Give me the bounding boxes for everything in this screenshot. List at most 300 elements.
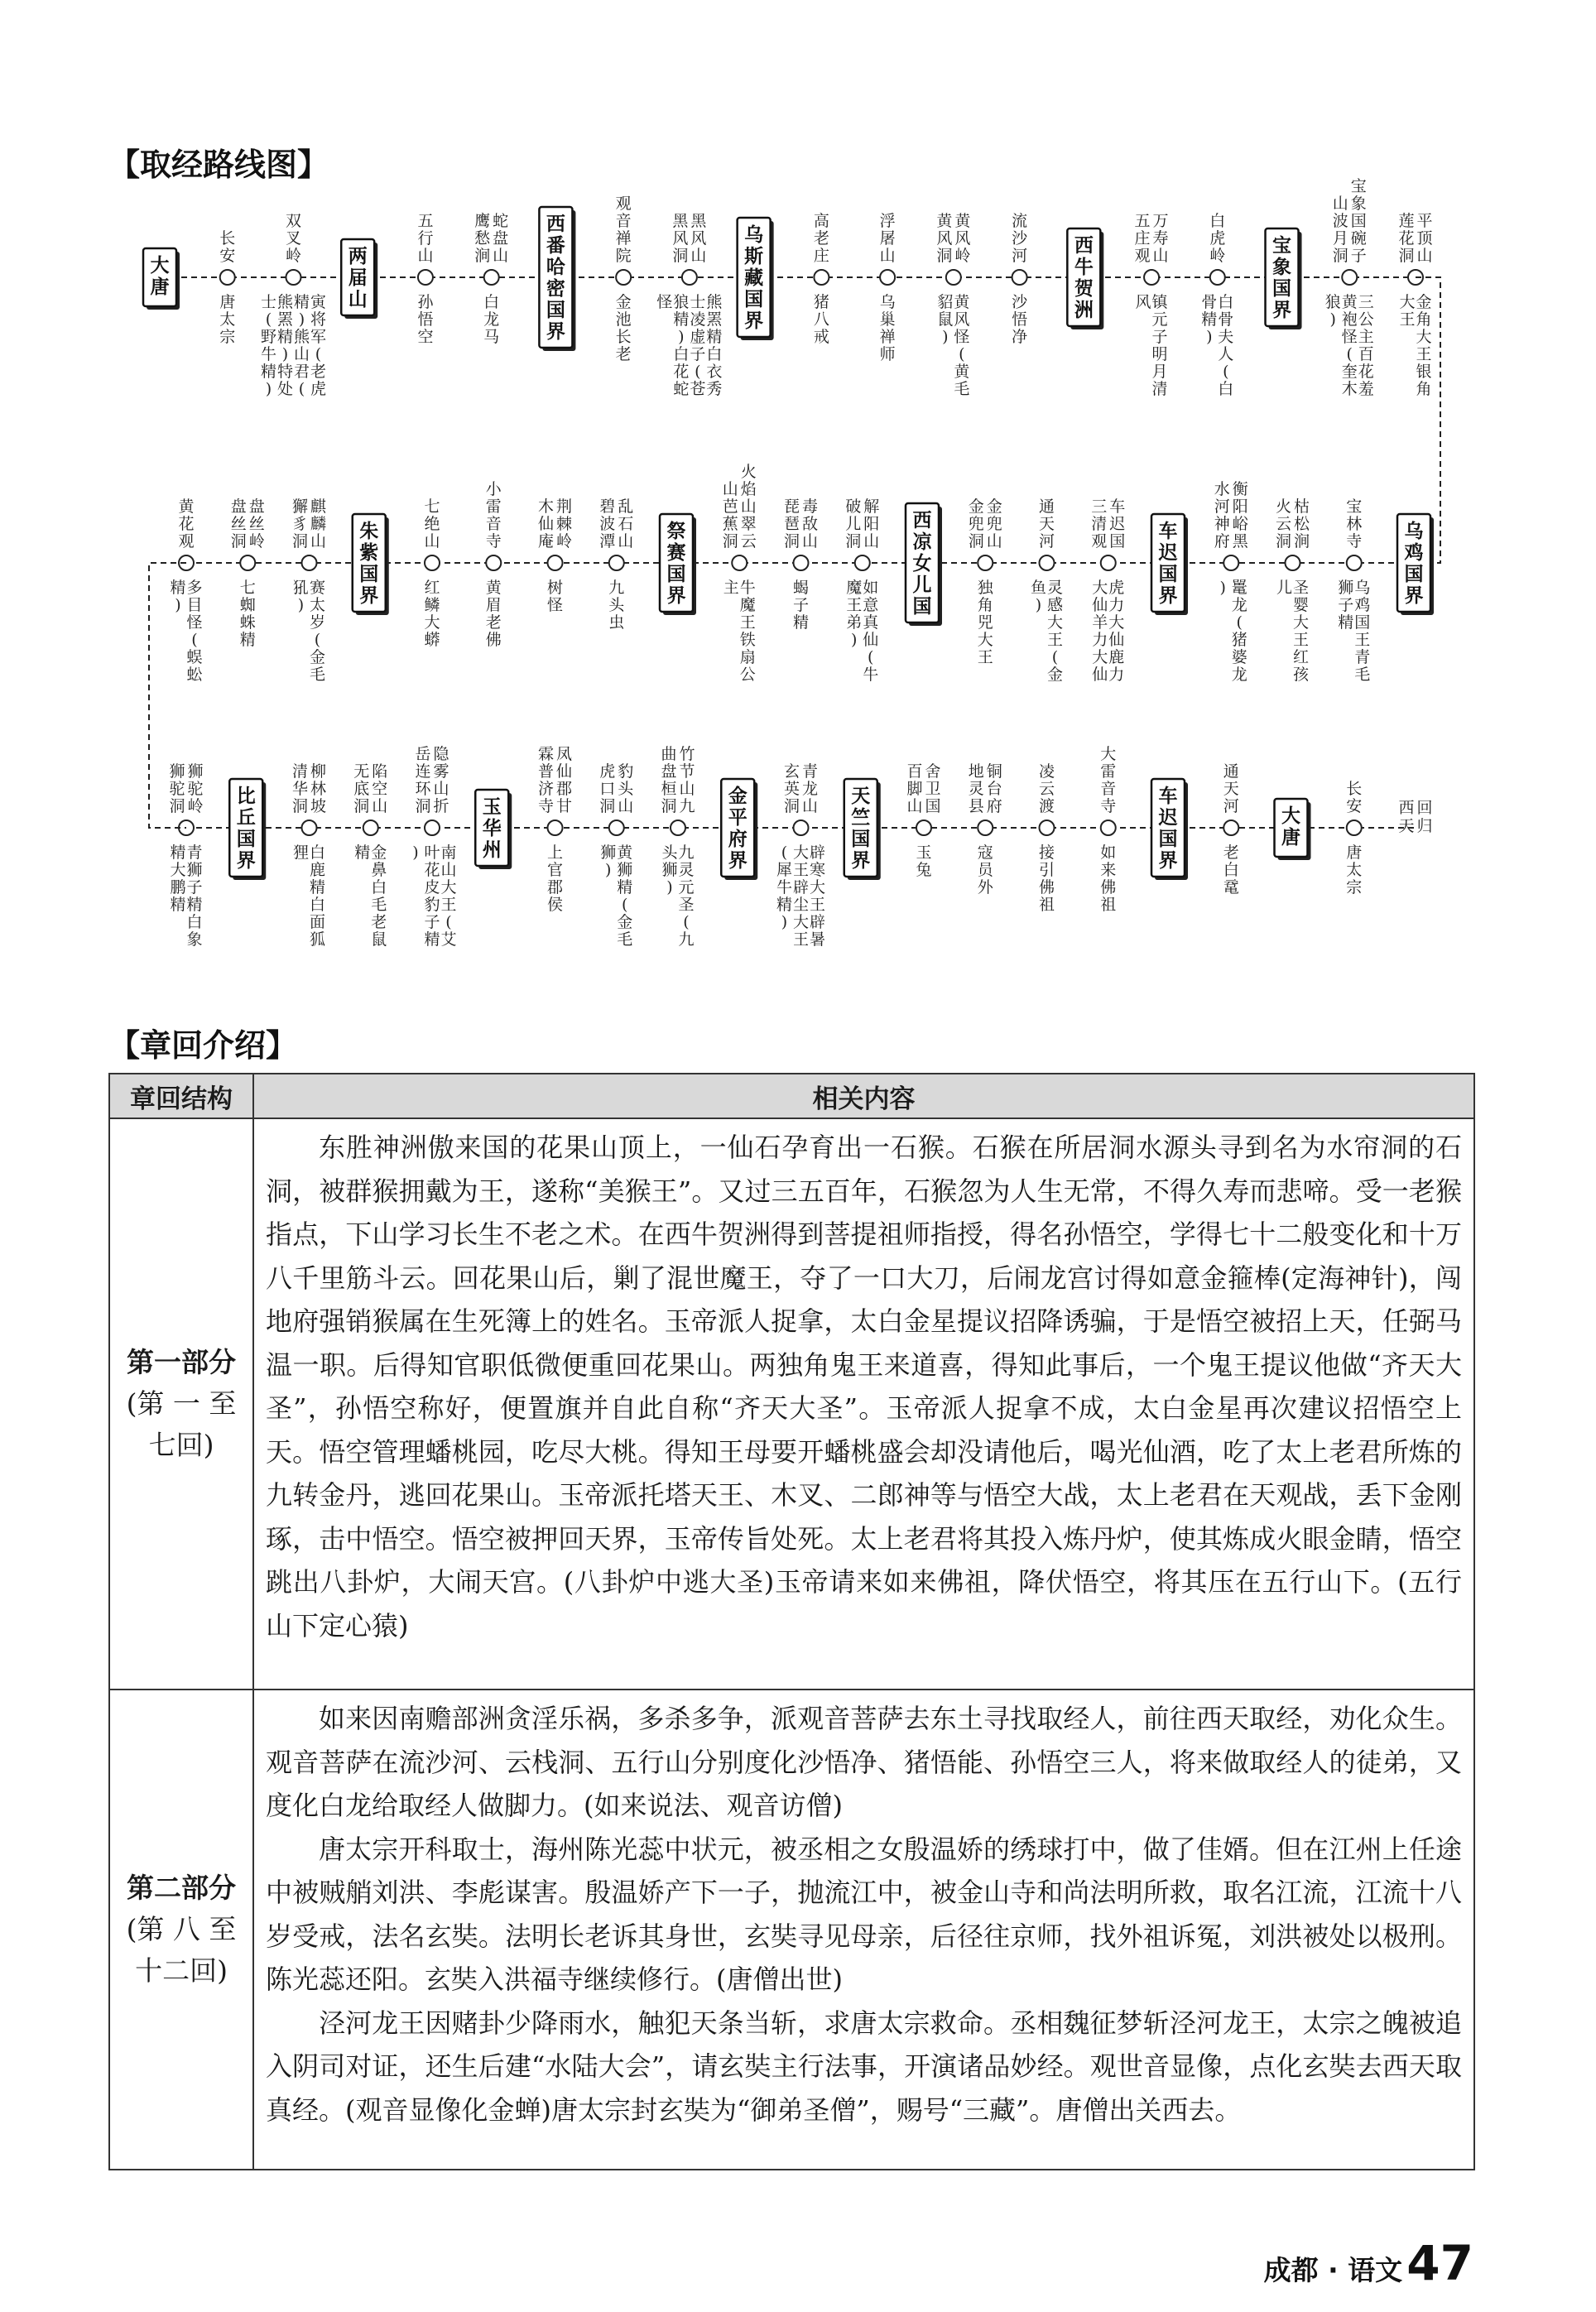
svg-text:山: 山: [348, 289, 368, 310]
svg-text:大: 大: [809, 878, 826, 896]
svg-text:济: 济: [537, 780, 555, 798]
svg-text:): ): [942, 328, 949, 346]
monster-label: [1047, 579, 1063, 684]
svg-text:儿: 儿: [912, 574, 932, 596]
svg-text:): ): [605, 861, 612, 879]
svg-text:水: 水: [1214, 480, 1230, 498]
svg-text:精: 精: [776, 896, 793, 914]
svg-text:元: 元: [1151, 310, 1168, 329]
svg-text:岭: 岭: [1209, 247, 1226, 265]
svg-text:平: 平: [1416, 212, 1433, 230]
monster-label: [424, 844, 440, 949]
svg-text:龙: 龙: [801, 780, 819, 798]
svg-text:士: 士: [690, 293, 706, 311]
svg-text:蛇: 蛇: [673, 380, 690, 398]
svg-text:国: 国: [546, 300, 565, 321]
route-node: [363, 820, 378, 835]
monster-label: [1293, 579, 1310, 684]
svg-text:迟: 迟: [1158, 807, 1178, 829]
svg-text:金: 金: [371, 844, 387, 862]
monster-label: [814, 293, 829, 346]
svg-text:辟: 辟: [809, 844, 826, 862]
svg-text:百: 百: [1358, 345, 1374, 363]
svg-text:精: 精: [293, 293, 310, 311]
route-node: [302, 555, 317, 570]
svg-text:子: 子: [1151, 328, 1168, 346]
monster-label: [880, 293, 896, 363]
svg-text:竹: 竹: [679, 745, 695, 763]
place-label: [814, 212, 829, 265]
monster-label: [793, 844, 809, 949]
svg-text:元: 元: [678, 878, 695, 896]
place-label: [353, 762, 369, 815]
svg-text:天: 天: [851, 786, 871, 807]
svg-text:老: 老: [310, 363, 326, 381]
svg-text:白: 白: [309, 844, 326, 862]
svg-text:王: 王: [1416, 345, 1432, 363]
route-end-label: [1398, 799, 1414, 835]
svg-text:愁: 愁: [474, 229, 491, 248]
svg-text:岳: 岳: [415, 745, 431, 763]
svg-text:节: 节: [679, 762, 695, 781]
svg-text:鹰: 鹰: [474, 212, 491, 230]
svg-text:员: 员: [977, 861, 993, 879]
route-node: [548, 555, 563, 570]
route-node: [1347, 820, 1362, 835]
part-cell: [109, 1690, 253, 2170]
svg-text:牛: 牛: [776, 878, 793, 896]
content-cell: [253, 1118, 1474, 1690]
svg-text:山: 山: [1152, 247, 1169, 265]
part-name: 第二部分: [127, 1872, 236, 1904]
svg-text:鼍: 鼍: [1231, 579, 1247, 597]
svg-text:番: 番: [546, 235, 565, 257]
svg-text:熊: 熊: [293, 328, 310, 346]
svg-text:洞: 洞: [169, 797, 185, 815]
svg-text:国: 国: [236, 829, 256, 850]
place-label: [845, 497, 861, 550]
svg-text:观: 观: [615, 195, 632, 213]
place-label: [169, 762, 185, 815]
svg-text:西: 西: [912, 510, 932, 531]
svg-text:蜈: 蜈: [186, 648, 203, 666]
svg-text:罴: 罴: [276, 310, 293, 329]
svg-text:象: 象: [1272, 257, 1292, 278]
svg-text:宝: 宝: [1350, 177, 1367, 195]
monster-label: [186, 579, 202, 684]
svg-text:洞: 洞: [783, 797, 800, 815]
svg-text:弟: 弟: [846, 613, 863, 632]
route-node: [1210, 270, 1225, 285]
svg-text:): ): [666, 878, 673, 896]
monster-label: [1100, 844, 1116, 914]
svg-text:凌: 凌: [690, 310, 706, 329]
svg-text:河: 河: [1214, 497, 1230, 516]
part-cell: [109, 1118, 253, 1690]
svg-text:郡: 郡: [546, 878, 564, 896]
svg-text:大: 大: [1108, 613, 1125, 632]
svg-text:老: 老: [371, 913, 387, 931]
svg-text:仙: 仙: [1092, 666, 1108, 684]
route-node: [609, 555, 624, 570]
svg-text:子: 子: [690, 345, 706, 363]
place-label: [1214, 480, 1230, 550]
svg-text:艾: 艾: [440, 930, 457, 949]
country-name: [1158, 786, 1178, 872]
svg-text:皮: 皮: [424, 878, 440, 896]
svg-text:辟: 辟: [809, 913, 826, 931]
svg-text:五: 五: [417, 212, 434, 230]
svg-text:唐: 唐: [1346, 844, 1363, 862]
svg-text:镇: 镇: [1151, 293, 1168, 311]
place-label: [249, 497, 265, 550]
monster-label: [1342, 293, 1358, 398]
svg-text:界: 界: [666, 585, 686, 607]
svg-text:斯: 斯: [744, 246, 764, 267]
svg-text:力: 力: [1092, 631, 1108, 649]
svg-text:山: 山: [986, 532, 1002, 550]
svg-text:王: 王: [1354, 631, 1371, 649]
svg-text:赛: 赛: [666, 542, 686, 564]
svg-text:山: 山: [618, 532, 634, 550]
svg-text:木: 木: [537, 497, 555, 516]
place-label: [1209, 212, 1225, 265]
svg-text:角: 角: [1416, 380, 1432, 398]
svg-text:虚: 虚: [690, 328, 706, 346]
svg-text:归: 归: [1416, 817, 1433, 835]
svg-text:林: 林: [310, 780, 327, 798]
monster-label: [1346, 844, 1362, 896]
svg-text:仙: 仙: [537, 515, 555, 533]
country-name: [667, 520, 686, 607]
svg-text:石: 石: [618, 515, 634, 533]
svg-text:王: 王: [792, 930, 810, 949]
svg-text:袍: 袍: [1341, 310, 1358, 329]
place-label: [1012, 212, 1028, 265]
svg-text:峪: 峪: [1232, 515, 1248, 533]
svg-text:): ): [1219, 579, 1226, 597]
place-label: [187, 762, 203, 815]
monster-label: [440, 844, 456, 949]
svg-text:大: 大: [977, 631, 993, 649]
svg-text:山: 山: [433, 780, 449, 798]
place-label: [672, 212, 689, 265]
svg-text:神: 神: [1214, 515, 1230, 533]
route-node: [240, 555, 255, 570]
svg-text:狮: 狮: [1338, 579, 1354, 597]
svg-text:精: 精: [170, 896, 186, 914]
page-footer: [1264, 2235, 1473, 2291]
svg-text:黄: 黄: [617, 844, 633, 862]
svg-text:玉: 玉: [482, 796, 502, 818]
svg-text:安: 安: [219, 247, 236, 265]
svg-text:乌: 乌: [1404, 521, 1424, 542]
svg-text:音: 音: [615, 212, 632, 230]
svg-text:天: 天: [1223, 780, 1239, 798]
monster-label: [776, 844, 792, 931]
svg-text:国: 国: [1158, 564, 1178, 585]
svg-text:届: 届: [348, 267, 368, 289]
header-content: 相关内容: [253, 1074, 1474, 1118]
svg-text:精: 精: [706, 328, 723, 346]
svg-text:): ): [281, 345, 289, 363]
svg-text:侯: 侯: [546, 896, 564, 914]
svg-text:黑: 黑: [690, 212, 707, 230]
svg-text:鳞: 鳞: [424, 596, 440, 614]
svg-text:山: 山: [1332, 195, 1348, 213]
country-name: [1074, 235, 1094, 321]
svg-text:洞: 洞: [353, 797, 370, 815]
svg-text:潭: 潭: [599, 532, 616, 550]
svg-text:王: 王: [792, 861, 810, 879]
svg-text:接: 接: [1038, 844, 1055, 862]
svg-text:凌: 凌: [1038, 762, 1055, 781]
route-node: [418, 270, 433, 285]
svg-text:白: 白: [1223, 861, 1239, 879]
svg-text:大: 大: [1416, 328, 1432, 346]
svg-text:乌: 乌: [1354, 579, 1371, 597]
svg-text:台: 台: [986, 780, 1002, 798]
svg-text:寿: 寿: [1152, 229, 1169, 248]
svg-text:莲: 莲: [1398, 212, 1415, 230]
monster-label: [978, 579, 994, 666]
svg-text:庄: 庄: [813, 247, 829, 265]
route-node: [609, 820, 624, 835]
svg-text:红: 红: [1292, 648, 1310, 666]
svg-text:明: 明: [1151, 345, 1168, 363]
svg-text:兕: 兕: [977, 613, 993, 632]
svg-text:风: 风: [690, 229, 707, 248]
svg-text:七: 七: [239, 579, 256, 597]
svg-text:精: 精: [673, 310, 690, 329]
svg-text:秀: 秀: [706, 380, 723, 398]
svg-text:九: 九: [678, 930, 695, 949]
monster-label: [661, 844, 678, 896]
svg-text:): ): [297, 596, 305, 614]
route-node: [548, 820, 563, 835]
svg-text:盘: 盘: [248, 497, 265, 516]
svg-text:甘: 甘: [555, 797, 573, 815]
svg-text:九: 九: [608, 579, 625, 597]
svg-text:寺: 寺: [1346, 532, 1363, 550]
svg-text:岁: 岁: [309, 613, 326, 632]
svg-text:空: 空: [372, 780, 388, 798]
svg-text:犀: 犀: [776, 861, 793, 879]
place-label: [538, 745, 554, 815]
svg-text:龙: 龙: [1231, 596, 1247, 614]
svg-text:大: 大: [1281, 805, 1300, 827]
svg-text:赛: 赛: [309, 579, 326, 597]
svg-text:盘: 盘: [661, 762, 677, 781]
place-label: [1416, 212, 1433, 265]
place-label: [616, 195, 632, 265]
svg-text:长: 长: [1346, 780, 1363, 798]
svg-text:狮: 狮: [169, 762, 185, 781]
route-node: [1144, 270, 1159, 285]
svg-text:白: 白: [186, 913, 203, 931]
svg-text:火: 火: [1275, 497, 1292, 516]
svg-text:密: 密: [546, 278, 565, 300]
svg-text:怪: 怪: [546, 596, 564, 614]
svg-text:国: 国: [1350, 212, 1367, 230]
route-node: [220, 270, 235, 285]
svg-text:仙: 仙: [1108, 631, 1125, 649]
svg-text:辟: 辟: [792, 878, 810, 896]
svg-text:风: 风: [954, 310, 970, 329]
monster-label: [1136, 293, 1151, 311]
route-node: [486, 555, 501, 570]
svg-text:紫: 紫: [359, 542, 379, 564]
svg-text:兜: 兜: [968, 515, 984, 533]
svg-text:界: 界: [1404, 585, 1424, 607]
svg-text:头: 头: [608, 596, 625, 614]
monster-label: [617, 844, 633, 949]
chapter-intro-table: [108, 1073, 1475, 2170]
svg-text:): ): [781, 913, 788, 931]
svg-text:大: 大: [150, 255, 170, 276]
svg-text:): ): [1206, 328, 1213, 346]
svg-text:禅: 禅: [615, 229, 632, 248]
part-range-line1: (第 一 至: [126, 1387, 237, 1420]
place-label: [802, 762, 818, 815]
place-label: [178, 497, 195, 550]
monster-label: [310, 579, 325, 684]
svg-text:月: 月: [1151, 363, 1168, 381]
svg-text:树: 树: [546, 579, 564, 597]
svg-text:寇: 寇: [977, 844, 993, 862]
monster-label: [1276, 579, 1292, 597]
svg-text:主: 主: [1358, 328, 1374, 346]
svg-text:虎: 虎: [310, 380, 326, 398]
svg-text:怪: 怪: [954, 328, 970, 346]
monster-label: [673, 293, 689, 398]
svg-text:黄: 黄: [178, 497, 195, 516]
svg-text:蟒: 蟒: [424, 631, 440, 649]
svg-text:霖: 霖: [537, 745, 555, 763]
svg-text:宝: 宝: [1346, 497, 1363, 516]
svg-text:洞: 洞: [1275, 532, 1292, 550]
content-paragraph: 东胜神洲傲来国的花果山顶上，一仙石孕育出一石猴。石猴在所居洞水源头寻到名为水帘洞的石洞，被群猴拥戴为王，遂称“美猴王”。又过三五百年，石猴忽为人生无常，不得久寿而悲啼。受一老猴指点，下山学习长生不老之术。在西牛贺洲得到菩提祖师指授，得名孙悟空，学得七十二般变化和十万八千里筋斗云。回花果山后，剿了混世魔王，夺了一口大刀，后闹龙宫讨得如意金箍棒(定海神针)，闯地府强销猴属在生死簿上的姓名。玉帝派人捉拿，太白金星提议招降诱骗，于是悟空被招上天，任弼马温一职。后得知官职低微便重回花果山。两独角鬼王来道喜，得知此事后，一个鬼王提议他做“齐天大圣”，孙悟空称好，便置旗并自此自称“齐天大圣”。玉帝派人捉拿不成，太白金星再次建议招悟空上天。悟空管理蟠桃园，吃尽大桃。得知王母要开蟠桃盛会却没请他后，喝光仙酒，吃了太上老君所炼的九转金丹，逃回花果山。玉帝派托塔天王、木叉、二郎神等与悟空大战，太上老君在天观战，丢下金刚琢，击中悟空。悟空被押回天界，玉帝传旨处死。太上老君将其投入炼丹炉，使其炼成火眼金睛，悟空跳出八卦炉，大闹天宫。(八卦炉中逃大圣)玉帝请来如来佛祖，降伏悟空，将其压在五行山下。(五行山下定心猿): [266, 1132, 1462, 1641]
svg-text:九: 九: [679, 797, 695, 815]
svg-text:仙: 仙: [1092, 596, 1108, 614]
svg-text:浮: 浮: [879, 212, 896, 230]
svg-text:风: 风: [954, 229, 971, 248]
svg-text:行: 行: [417, 229, 434, 248]
svg-text:寺: 寺: [485, 532, 502, 550]
svg-text:老: 老: [813, 229, 829, 248]
monster-label: [1354, 579, 1370, 684]
svg-text:精: 精: [260, 363, 276, 381]
svg-text:大: 大: [170, 861, 186, 879]
header-structure: 章回结构: [109, 1074, 253, 1118]
monster-label: [261, 293, 276, 398]
svg-text:老: 老: [485, 613, 502, 632]
svg-text:清: 清: [1091, 515, 1108, 533]
svg-text:精: 精: [239, 631, 256, 649]
svg-text:狮: 狮: [661, 861, 678, 879]
route-node: [425, 555, 440, 570]
svg-text:迟: 迟: [1109, 515, 1126, 533]
svg-text:银: 银: [1416, 363, 1432, 381]
svg-text:大: 大: [792, 913, 810, 931]
svg-text:竺: 竺: [851, 807, 871, 829]
svg-text:苍: 苍: [690, 380, 706, 398]
route-node: [302, 820, 317, 835]
content-paragraph: 唐太宗开科取士，海州陈光蕊中状元，被丞相之女殷温娇的绣球打中，做了佳婿。但在江州上任途中被贼艄刘洪、李彪谋害。殷温娇产下一子，抛流江中，被金山寺和尚法明所救，取名江流，江流十八岁受戒，法名玄奘。法明长老诉其身世，玄奘寻见母亲，后径往京师，找外祖诉冤，刘洪被处以极刑。陈光蕊还阳。玄奘入洪福寺继续修行。(唐僧出世): [266, 1833, 1462, 1995]
svg-text:龙: 龙: [483, 310, 500, 329]
svg-text:山: 山: [740, 497, 757, 516]
svg-text:府: 府: [728, 829, 748, 850]
svg-text:环: 环: [415, 780, 431, 798]
svg-text:棘: 棘: [555, 515, 573, 533]
svg-text:虎: 虎: [599, 762, 616, 781]
svg-text:底: 底: [353, 780, 370, 798]
svg-text:华: 华: [291, 780, 309, 798]
svg-text:尘: 尘: [792, 896, 810, 914]
place-label: [954, 212, 971, 265]
svg-text:沙: 沙: [1012, 229, 1028, 248]
svg-text:金: 金: [615, 293, 632, 311]
svg-text:藏: 藏: [744, 267, 764, 289]
svg-text:河: 河: [1012, 247, 1028, 265]
svg-text:牛: 牛: [1074, 257, 1094, 278]
svg-text:骨: 骨: [1218, 310, 1234, 329]
svg-text:(: (: [1346, 345, 1353, 363]
svg-text:): ): [851, 631, 858, 649]
route-node: [732, 555, 747, 570]
svg-text:鸡: 鸡: [1354, 596, 1371, 614]
svg-text:凉: 凉: [912, 531, 932, 553]
svg-text:岭: 岭: [248, 532, 265, 550]
monster-label: [1220, 579, 1226, 597]
monster-label: [1358, 293, 1374, 398]
country-name: [546, 214, 565, 343]
monster-label: [1416, 293, 1431, 398]
svg-text:洞: 洞: [291, 797, 309, 815]
place-label: [292, 762, 308, 815]
svg-text:怪: 怪: [186, 613, 203, 632]
route-node: [978, 820, 993, 835]
svg-text:(: (: [959, 345, 965, 363]
route-node: [1347, 555, 1362, 570]
svg-text:凤: 凤: [555, 745, 573, 763]
svg-text:鹿: 鹿: [309, 861, 326, 879]
svg-text:(: (: [622, 896, 628, 914]
svg-text:驼: 驼: [169, 780, 185, 798]
svg-text:丝: 丝: [230, 515, 247, 533]
svg-text:界: 界: [1158, 850, 1178, 872]
place-label: [906, 762, 922, 815]
svg-text:力: 力: [1108, 596, 1125, 614]
svg-text:岭: 岭: [187, 797, 204, 815]
svg-text:岭: 岭: [555, 532, 573, 550]
svg-text:洞: 洞: [599, 797, 616, 815]
svg-text:波: 波: [599, 515, 616, 533]
svg-text:山: 山: [310, 532, 327, 550]
svg-text:花: 花: [424, 861, 440, 879]
svg-text:头: 头: [661, 844, 678, 862]
country-name: [728, 785, 748, 872]
svg-text:狮: 狮: [617, 861, 633, 879]
svg-text:禅: 禅: [879, 328, 896, 346]
svg-text:西: 西: [1074, 235, 1094, 257]
svg-text:连: 连: [415, 762, 431, 781]
svg-text:雷: 雷: [1100, 762, 1117, 781]
svg-text:灵: 灵: [678, 861, 695, 879]
place-label: [1294, 497, 1310, 550]
svg-text:精: 精: [617, 878, 633, 896]
route-node: [794, 820, 809, 835]
